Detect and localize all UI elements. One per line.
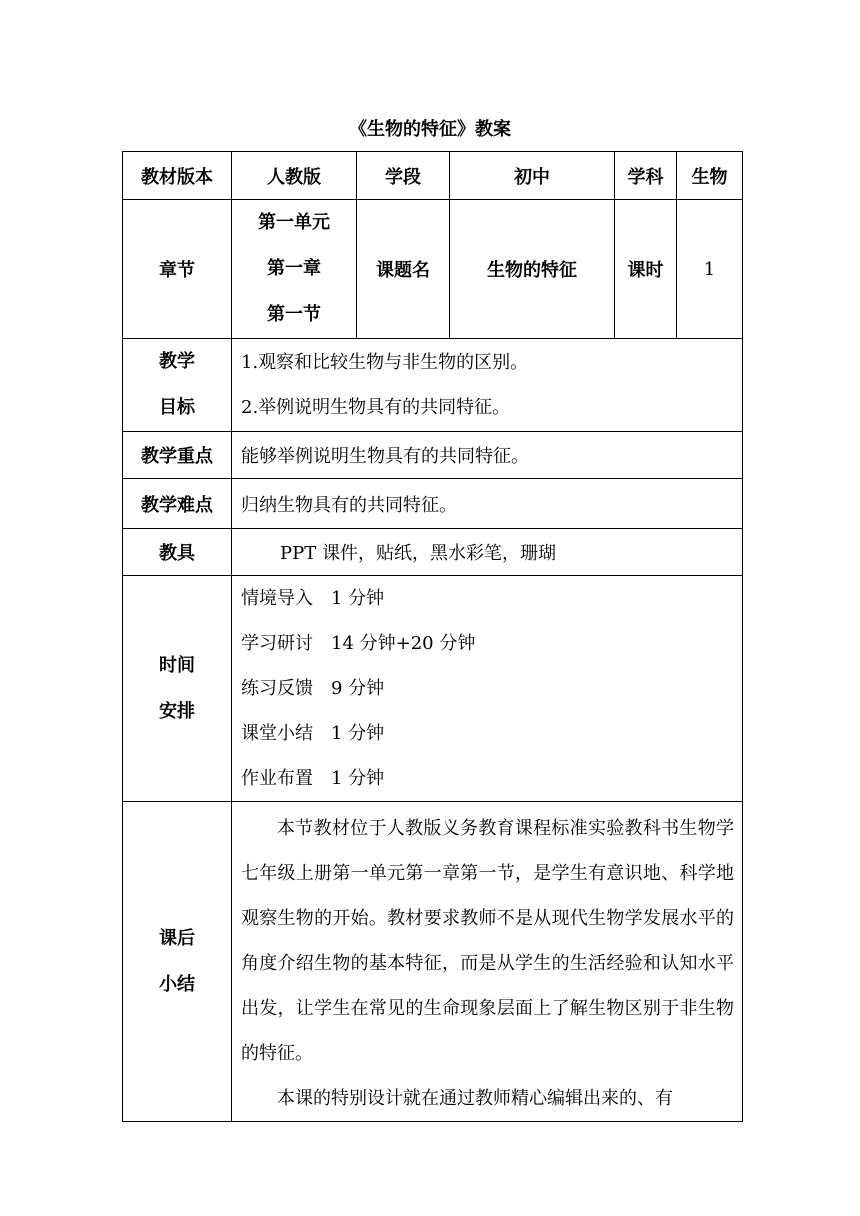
table-row bbox=[123, 479, 743, 529]
schedule-item: 学习研讨 14 分钟+20 分钟 bbox=[241, 633, 476, 654]
label-reflection bbox=[123, 802, 232, 1122]
stage: 初中 bbox=[450, 152, 615, 200]
chapter bbox=[232, 200, 357, 339]
label-tools: 教具 bbox=[123, 529, 232, 576]
key-point: 能够举例说明生物具有的共同特征。 bbox=[232, 432, 743, 479]
schedule-item: 作业布置 1 分钟 bbox=[241, 768, 385, 789]
label-schedule-line1: 时间 bbox=[159, 654, 195, 676]
label-periods: 课时 bbox=[615, 200, 677, 339]
label-schedule bbox=[123, 576, 232, 802]
label-key-point: 教学重点 bbox=[123, 432, 232, 479]
label-stage: 学段 bbox=[357, 152, 450, 200]
schedule-item: 情境导入 1 分钟 bbox=[241, 588, 385, 609]
label-subject: 学科 bbox=[615, 152, 677, 200]
label-reflection-line2: 小结 bbox=[159, 973, 195, 995]
periods: 1 bbox=[677, 200, 743, 339]
table-row bbox=[123, 339, 743, 432]
subject: 生物 bbox=[677, 152, 743, 200]
reflection-text bbox=[232, 802, 743, 1122]
label-schedule-line2: 安排 bbox=[159, 700, 195, 722]
objective-item: 1.观察和比较生物与非生物的区别。 bbox=[241, 352, 529, 373]
difficulty: 归纳生物具有的共同特征。 bbox=[232, 479, 743, 529]
label-objectives-line1: 教学 bbox=[159, 351, 195, 372]
table-row bbox=[123, 152, 743, 200]
label-objectives-line2: 目标 bbox=[159, 397, 195, 418]
objectives-list bbox=[232, 339, 743, 432]
label-objectives bbox=[123, 339, 232, 432]
chapter-section: 第一节 bbox=[267, 304, 321, 325]
textbook-version: 人教版 bbox=[232, 152, 357, 200]
tools: PPT 课件，贴纸，黑水彩笔，珊瑚 bbox=[232, 529, 743, 576]
schedule-list bbox=[232, 576, 743, 802]
reflection-paragraph: 本课的特别设计就在通过教师精心编辑出来的、有 bbox=[277, 1088, 673, 1109]
table-row bbox=[123, 529, 743, 576]
chapter-unit: 第一单元 bbox=[258, 212, 330, 233]
label-difficulty: 教学难点 bbox=[123, 479, 232, 529]
label-reflection-line1: 课后 bbox=[159, 927, 195, 949]
table-row bbox=[123, 432, 743, 479]
label-textbook-version: 教材版本 bbox=[123, 152, 232, 200]
schedule-item: 课堂小结 1 分钟 bbox=[241, 723, 385, 744]
schedule-item: 练习反馈 9 分钟 bbox=[241, 678, 385, 699]
table-row bbox=[123, 576, 743, 802]
table-row bbox=[123, 802, 743, 1122]
page-title: 《生物的特征》教案 bbox=[349, 119, 511, 140]
reflection-paragraph: 本节教材位于人教版义务教育课程标准实验教科书生物学七年级上册第一单元第一章第一节，是学生有意识地、科学地观察生物的开始。教材要求教师不是从现代生物学发展水平的角度介绍生物的基本特征，而是从学生的生活经验和认知水平出发，让学生在常见的生命现象层面上了解生物区别于非生物的特征。 bbox=[241, 818, 734, 1064]
label-chapter: 章节 bbox=[123, 200, 232, 339]
chapter-chapter: 第一章 bbox=[267, 258, 321, 279]
topic: 生物的特征 bbox=[450, 200, 615, 339]
table-row bbox=[123, 200, 743, 339]
lesson-plan-table bbox=[122, 151, 743, 1122]
objective-item: 2.举例说明生物具有的共同特征。 bbox=[241, 397, 511, 418]
label-topic: 课题名 bbox=[357, 200, 450, 339]
